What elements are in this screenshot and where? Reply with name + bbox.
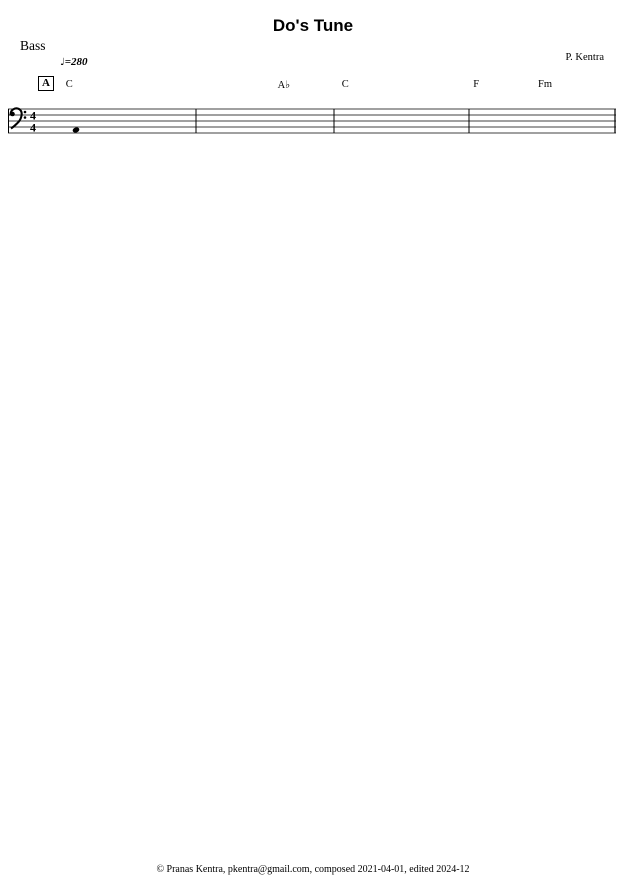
chord-symbol: C: [341, 79, 349, 90]
chord-symbol: F: [473, 79, 480, 90]
chord-symbol: A♭: [277, 80, 291, 91]
rehearsal-mark: A: [38, 76, 54, 91]
tempo-marking: [60, 56, 88, 68]
staff-svg: [8, 89, 618, 143]
chord-symbol: C: [65, 79, 73, 90]
score: [8, 78, 618, 143]
staff-system: [8, 78, 618, 143]
tempo-value: =280: [64, 56, 88, 68]
quarter-note: [72, 126, 80, 133]
instrument-label: Bass: [20, 38, 46, 53]
time-signature: [30, 108, 36, 134]
page-title: Do's Tune: [272, 16, 354, 35]
composer-label: P. Kentra: [565, 52, 604, 63]
footer-credit: © Pranas Kentra, pkentra@gmail.com, composed 2021-04-01, edited 2024-12: [156, 864, 470, 875]
svg-text:4: 4: [30, 120, 36, 135]
chord-symbol: Fm: [538, 79, 553, 90]
svg-text:4: 4: [30, 108, 36, 123]
quarter-note-icon: ♩: [60, 57, 65, 68]
bass-clef-icon: [10, 108, 26, 128]
